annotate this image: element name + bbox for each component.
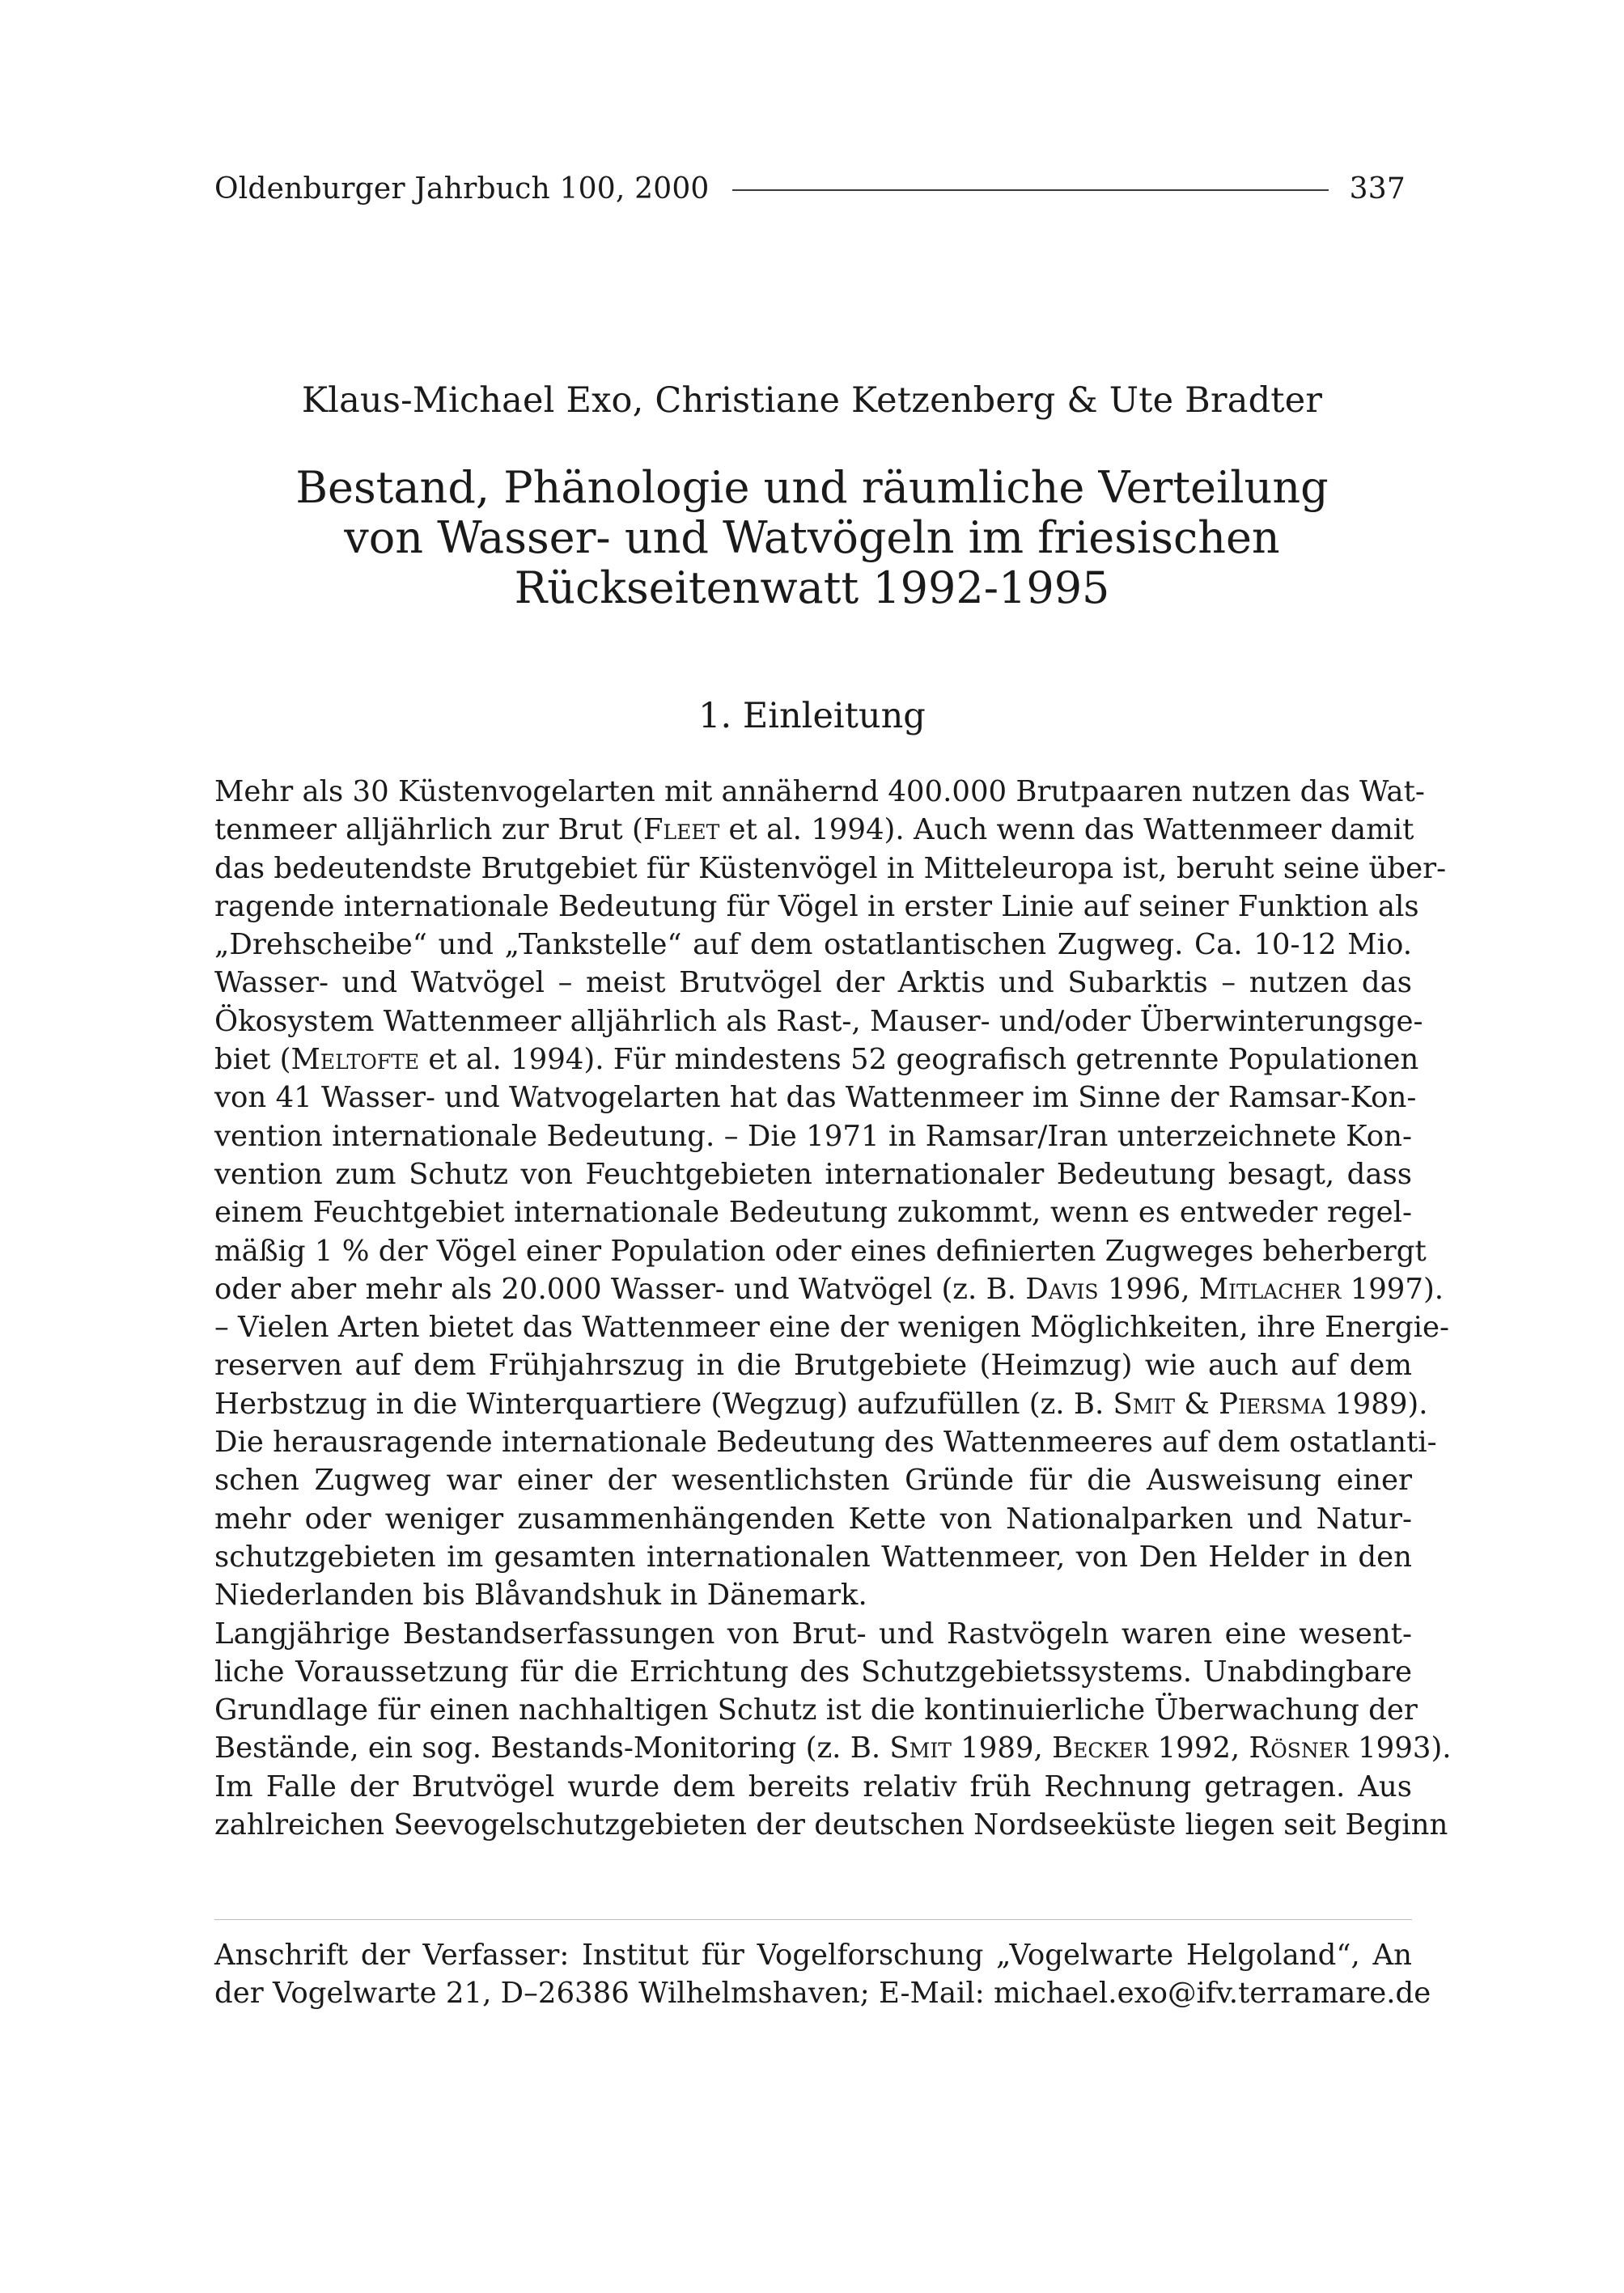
cited-author: Davis	[1025, 1272, 1099, 1306]
cited-author: Becker	[1052, 1731, 1149, 1765]
body-line: reserven auf dem Frühjahrszug in die Brutgebiete (Heimzug) wie auch auf dem	[214, 1349, 1412, 1383]
page-number: 337	[1349, 172, 1406, 206]
title-line: Rückseitenwatt 1992-1995	[514, 562, 1110, 613]
running-head	[214, 166, 1406, 211]
body-line: vention zum Schutz von Feuchtgebieten internationaler Bedeutung besagt, dass	[214, 1157, 1412, 1191]
body-line: Wasser- und Watvögel – meist Brutvögel der Arktis und Subarktis – nutzen das	[214, 966, 1412, 1000]
body-line: das bedeutendste Brutgebiet für Küstenvögel in Mitteleuropa ist, beruht seine über-	[214, 851, 1447, 885]
body-line: Bestände, ein sog. Bestands-Monitoring (z. B. Smit 1989, Becker 1992, Rösner 1993).	[214, 1731, 1452, 1765]
body-line: „Drehscheibe“ und „Tankstelle“ auf dem ostatlantischen Zugweg. Ca. 10-12 Mio.	[214, 928, 1412, 962]
body-line: Langjährige Bestandserfassungen von Brut- und Rastvögeln waren eine wesent-	[214, 1617, 1412, 1651]
body-line: Niederlanden bis Blåvandshuk in Dänemark.	[214, 1579, 867, 1613]
cited-author: Rösner	[1249, 1731, 1349, 1765]
journal-citation: Oldenburger Jahrbuch 100, 2000	[214, 172, 710, 206]
body-line: – Vielen Arten bietet das Wattenmeer eine der wenigen Möglichkeiten, ihre Energie-	[214, 1311, 1449, 1345]
cited-author: Piersma	[1219, 1387, 1325, 1421]
body-line: Grundlage für einen nachhaltigen Schutz ist die kontinuierliche Überwachung der	[214, 1693, 1418, 1727]
body-line: vention internationale Bedeutung. – Die 1971 in Ramsar/Iran unterzeichnete Kon-	[214, 1119, 1412, 1153]
body-text	[214, 773, 1452, 1844]
footnote-line: der Vogelwarte 21, D–26386 Wilhelmshaven; E-Mail: michael.exo@ifv.terramare.de	[214, 1977, 1431, 2011]
body-line: von 41 Wasser- und Watvogelarten hat das Wattenmeer im Sinne der Ramsar-Kon-	[214, 1081, 1417, 1115]
author-address-footnote	[214, 1936, 1431, 2013]
title-line: Bestand, Phänologie und räumliche Verteilung	[295, 462, 1329, 513]
body-line: schutzgebieten im gesamten internationalen Wattenmeer, von Den Helder in den	[214, 1540, 1412, 1574]
body-line: Die herausragende internationale Bedeutung des Wattenmeeres auf dem ostatlanti-	[214, 1426, 1437, 1460]
cited-author: Smit	[889, 1731, 952, 1765]
cited-author: Fleet	[642, 813, 720, 847]
cited-author: Mitlacher	[1198, 1272, 1342, 1306]
section-heading: 1. Einleitung	[698, 696, 926, 736]
body-line: ragende internationale Bedeutung für Vögel in erster Linie auf seiner Funktion als	[214, 889, 1419, 923]
body-line: schen Zugweg war einer der wesentlichsten Gründe für die Ausweisung einer	[214, 1464, 1412, 1498]
article-authors: Klaus-Michael Exo, Christiane Ketzenberg & Ute Bradter	[301, 380, 1323, 421]
body-line: Mehr als 30 Küstenvogelarten mit annähernd 400.000 Brutpaaren nutzen das Wat-	[214, 775, 1425, 808]
body-line: einem Feuchtgebiet internationale Bedeutung zukommt, wenn es entweder regel-	[214, 1196, 1412, 1230]
body-line: mehr oder weniger zusammenhängenden Kette von Nationalparken und Natur-	[214, 1502, 1412, 1536]
body-line: Ökosystem Wattenmeer alljährlich als Rast-, Mauser- und/oder Überwinterungsge-	[214, 1004, 1423, 1038]
footnote-line: Anschrift der Verfasser: Institut für Vogelforschung „Vogelwarte Helgoland“, An	[214, 1939, 1412, 1972]
cited-author: Meltofte	[290, 1043, 420, 1077]
body-line: zahlreichen Seevogelschutzgebieten der deutschen Nordseeküste liegen seit Beginn	[214, 1808, 1448, 1842]
body-line: mäßig 1 % der Vögel einer Population oder eines definierten Zugweges beherbergt	[214, 1234, 1427, 1268]
body-line: tenmeer alljährlich zur Brut (Fleet et al. 1994). Auch wenn das Wattenmeer damit	[214, 813, 1414, 847]
title-line: von Wasser- und Watvögeln im friesischen	[344, 512, 1280, 563]
body-line: Im Falle der Brutvögel wurde dem bereits relativ früh Rechnung getragen. Aus	[214, 1770, 1412, 1803]
article-title	[162, 463, 1462, 613]
body-line: biet (Meltofte et al. 1994). Für mindestens 52 geografisch getrennte Populationen	[214, 1043, 1419, 1077]
running-head-rule	[732, 189, 1329, 191]
body-line: liche Voraussetzung für die Errichtung des Schutzgebietssystems. Unabdingbare	[214, 1655, 1412, 1689]
cited-author: Smit	[1113, 1387, 1175, 1421]
body-line: Herbstzug in die Winterquartiere (Wegzug) aufzufüllen (z. B. Smit & Piersma 1989).	[214, 1387, 1428, 1421]
body-line: oder aber mehr als 20.000 Wasser- und Watvögel (z. B. Davis 1996, Mitlacher 1997).	[214, 1272, 1444, 1306]
footnote-rule	[214, 1919, 1412, 1920]
